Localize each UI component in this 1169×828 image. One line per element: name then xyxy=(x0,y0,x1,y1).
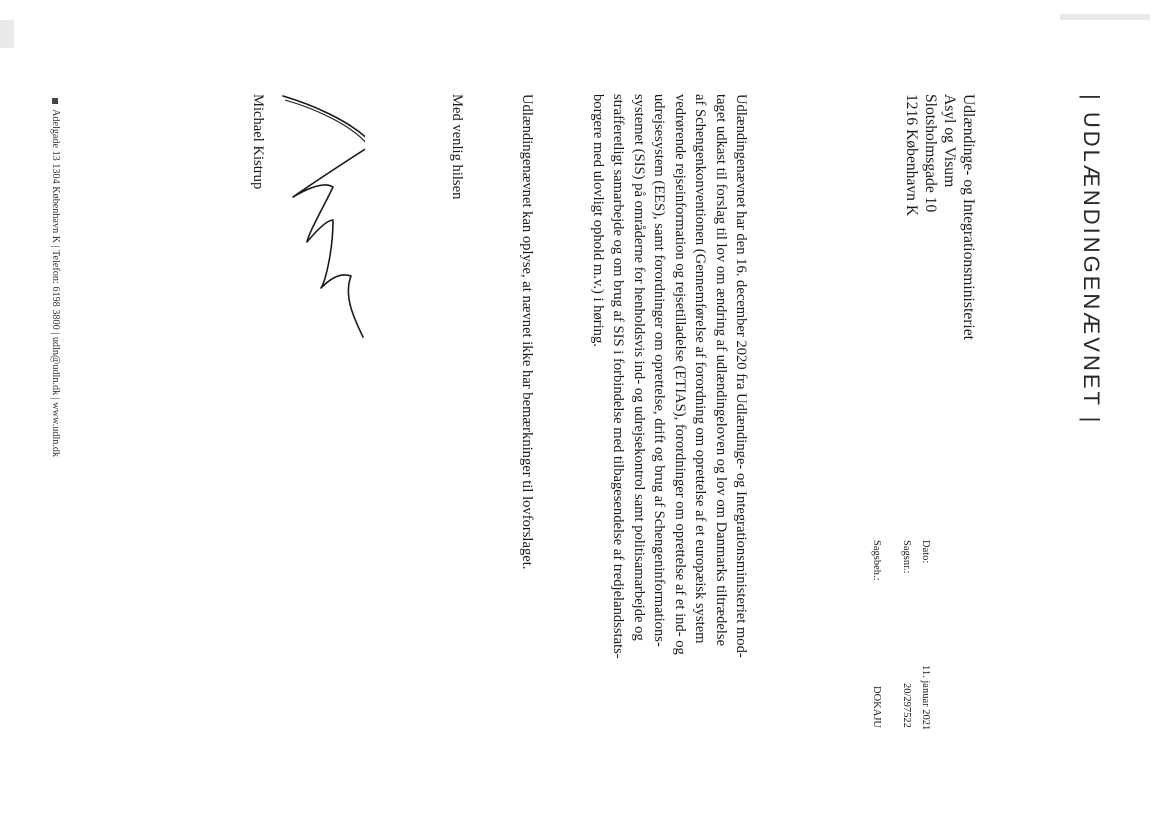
body-paragraph-2: Udlændingenævnet kan oplyse, at nævnet ikke har bemærkninger til lovforslaget. xyxy=(519,94,535,570)
body-line-4: vedrørende rejseinformation og rejsetilladelse (ETIAS), forordninger om oprettelse af et ind- og xyxy=(672,94,688,655)
case-number-value: 20/297522 xyxy=(901,683,912,728)
case-handler-value: DOKAJU xyxy=(871,686,882,728)
case-number-label: Sagsnr.: xyxy=(901,540,912,574)
signer-name: Michael Kistrup xyxy=(250,94,266,190)
recipient-line-2: Asyl og Visum xyxy=(941,94,958,188)
body-line-3: af Schengenkonventionen (Gennemførelse af forordning om oprettelse af et europæisk system xyxy=(692,94,708,644)
closing-greeting: Med venlig hilsen xyxy=(449,94,465,200)
case-handler-label: Sagsbeh.: xyxy=(871,540,882,581)
footer-text: Adelgade 13 1304 København K | Telefon: 6198 3800 | udln@udln.dk | www.udln.dk xyxy=(50,109,61,458)
scan-edge-top-right xyxy=(1060,14,1150,20)
body-line-1: Udlændingenævnet har den 16. december 2020 fra Udlændinge- og Integrationsministeriet mod- xyxy=(733,94,749,658)
body-line-7: strafferetligt samarbejde og om brug af SIS i forbindelse med tilbagesendelse af tredjelandsstats- xyxy=(610,94,626,659)
date-label: Dato: xyxy=(920,540,931,564)
recipient-line-3: Slotsholmsgade 10 xyxy=(922,94,939,213)
letterhead-logo: | UDLÆNDINGENÆVNET | xyxy=(1079,94,1104,426)
body-line-8: borgere med ulovligt ophold m.v.) i høring. xyxy=(590,94,606,347)
body-line-6: systemet (SIS) på områderne for henholdsvis ind- og udrejsekontrol samt politisamarbejde og xyxy=(631,94,647,641)
footer-bullet-icon xyxy=(52,98,58,104)
date-value: 11. januar 2021 xyxy=(920,665,931,731)
body-line-2: taget udkast til forslag til lov om ændring af udlændingeloven og lov om Danmarks tiltrædelse xyxy=(713,94,729,647)
recipient-line-1: Udlændinge- og Integrationsministeriet xyxy=(960,94,977,340)
recipient-line-4: 1216 København K xyxy=(903,94,920,217)
footer-contact xyxy=(50,98,61,457)
scan-edge-left xyxy=(0,20,14,48)
handwritten-signature xyxy=(255,92,365,342)
body-line-5: udrejsesystem (EES), samt forordninger om oprettelse, drift og brug af Schengeninformations- xyxy=(651,94,667,647)
